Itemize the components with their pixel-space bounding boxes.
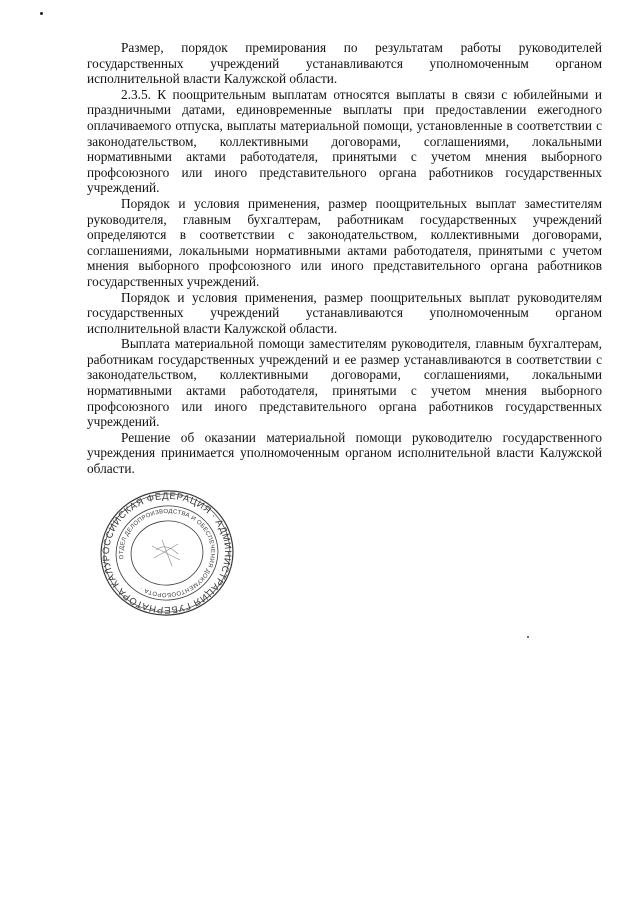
- seal-outer-text: РОССИЙСКАЯ ФЕДЕРАЦИЯ · АДМИНИСТРАЦИЯ ГУБЕРНАТОРА КАЛУЖСКОЙ: [100, 490, 234, 616]
- paragraph-incentive-payments: 2.3.5. К поощрительным выплатам относятся выплаты в связи с юбилейными и праздничными датами, единовременные выплаты при предоставлении ежегодного оплачиваемого отпуска, выплаты материальной помощи, установленные в соответствии с законодательством, коллективными договорами, соглашениями, локальными нормативными актами работодателя, принятыми с учетом мнения выборного профсоюзного или иного представительного органа работников государственных учреждений.: [87, 86, 602, 196]
- seal-emblem-icon: [152, 540, 180, 566]
- paragraph-deputies-payments: Порядок и условия применения, размер поощрительных выплат заместителям руководителя, главным бухгалтерам, работникам государственных учреждений определяются в соответствии с законодательством, коллективными договорами, соглашениями, локальными нормативными актами работодателя, принятыми с учетом мнения выборного профсоюзного или иного представительного органа работников государственных учреждений.: [87, 195, 602, 289]
- seal-inner-text: ОТДЕЛ ДЕЛОПРОИЗВОДСТВА И ОБЕСПЕЧЕНИЯ ДОКУМЕНТООБОРОТА ·: [119, 508, 215, 598]
- scan-speck: [527, 636, 529, 638]
- paragraph-aid-decision: Решение об оказании материальной помощи руководителю государственного учреждения принимается уполномоченным органом исполнительной власти Калужской области.: [87, 429, 602, 477]
- paragraph-material-aid: Выплата материальной помощи заместителям руководителя, главным бухгалтерам, работникам государственных учреждений и ее размер устанавливаются в соответствии с законодательством, коллективными договорами, соглашениями, локальными нормативными актами работодателя, принятыми с учетом мнения выборного профсоюзного или иного представительного органа работников государственных учреждений.: [87, 336, 602, 430]
- paragraph-bonus-order: Размер, порядок премирования по результатам работы руководителей государственных учреждений устанавливаются уполномоченным органом исполнительной власти Калужской области.: [87, 40, 602, 87]
- document-body: [87, 40, 602, 477]
- paragraph-managers-payments: Порядок и условия применения, размер поощрительных выплат руководителям государственных учреждений устанавливаются уполномоченным органом исполнительной власти Калужской области.: [87, 289, 602, 336]
- scan-speck: [40, 12, 43, 15]
- official-seal-stamp: [92, 488, 242, 618]
